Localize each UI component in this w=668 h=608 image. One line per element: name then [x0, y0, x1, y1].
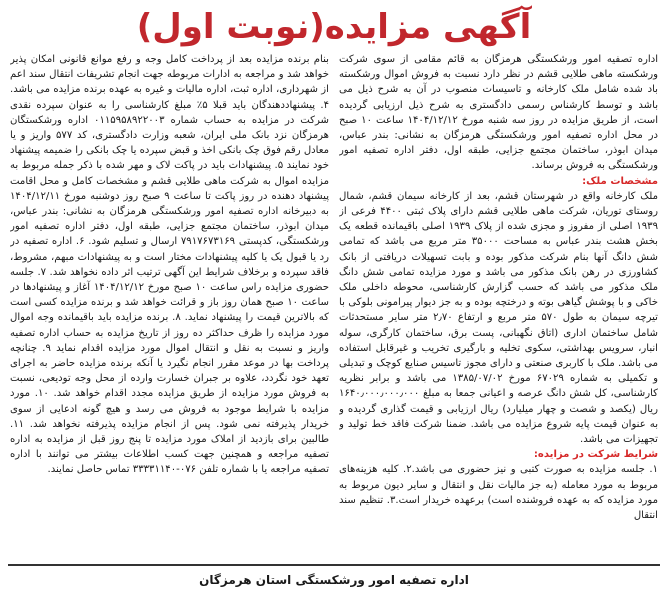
right-column: [339, 52, 658, 566]
notice-body: [10, 52, 658, 566]
property-heading: مشخصات ملک:: [582, 175, 658, 187]
conditions-continued-paragraph: بنام برنده مزایده بعد از پرداخت کامل وجه و رفع موانع قانونی امکان پذیر خواهد شد و مراجعه به ادارات مربوطه جهت انجام تشریفات انتقال سند اعم از شهرداری، اداره ثبت، اداره مالیات و غیره به عهده برنده مزایده می باشد. ۴. پیشنهاددهندگان باید قبلا ۵٪ مبلغ کارشناسی را به عنوان سپرده نقدی شرکت در مزایده به حساب شماره ۰۱۱۵۹۵۸۹۲۲۰۰۳ اداره ورشکستگان هرمزگان نزد بانک ملی ایران، شعبه وزارت دادگستری، کد ۵۷۷ واریز و یا معادل رقم فوق چک بانکی اخذ و قبض سپرده یا چک بانکی را ضمیمه پیشنهاد خود نمایند ۵. پیشنهادات باید در پاکت لاک و مهر شده با ذکر جمله مربوط به مزایده اموال به شرکت ماهی طلایی قشم و مشخصات کامل و محل اقامت پیشنهاد دهنده در روز پاکت تا ساعت ۹ صبح روز دوشنبه مورخ ۱۴۰۴/۱۲/۱۱ به دبیرخانه اداره تصفیه امور ورشکستگی هرمزگان به نشانی: بندر عباس، میدان ابوذر، ساختمان مجتمع جزایی، طبقه اول، دفتر اداره تصفیه امور ورشکستگی، کدپستی ۷۹۱۷۶۷۳۱۶۹ ارسال و تسلیم شود. ۶. اداره تصفیه در رد یا قبول یک یا کلیه پیشنهادات مختار است و به پیشنهادات مبهم، مشروط، فاقد سپرده و برخلاف شرایط این آگهی ترتیب اثر داده نخواهد شد. ۷. جلسه حضوری مزایده راس ساعت ۱۰ صبح مورخ ۱۴۰۴/۱۲/۱۲ آغاز و پیشنهادها در ساعت ۱۰ صبح همان روز باز و قرائت خواهد شد و برنده مزایده کسی است که بالاترین قیمت را پیشنهاد نماید. ۸. برنده مزایده باید باقیمانده وجه اموال مورد مزایده را ظرف حداکثر ده روز از تاریخ مزایده به حساب اداره تصفیه واریز و نسبت به نقل و انتقال اموال مورد مزایده اقدام نماید ۹. چنانچه پرداخت بها در موعد مقرر انجام نگیرد یا آنکه برنده مزایده حاضر به اجرای تعهد خود نگردد، علاوه بر جبران خسارت وارده از محل وجه تودیعی، نسبت به فروش مورد مزایده از طریق مزایده مجدد اقدام خواهد شد. ۱۰. مورد مزایده با شرایط موجود به فروش می رسد و هیچ گونه ادعایی از سوی خریدار پذیرفته نمی شود. پس از انجام مزایده پذیرفته نخواهد شد. ۱۱. طالبین برای بازدید از املاک مورد مزایده تا پنج روز قبل از مزایده به اداره تصفیه مراجعه و همچنین جهت کسب اطلاعات بیشتر می توانند با اداره تصفیه مراجعه یا با شماره تلفن ۰۷۶-۳۳۳۳۱۱۴۰ تماس حاصل نمایند.: [10, 54, 329, 476]
conditions-heading: شرایط شرکت در مزایده:: [533, 449, 658, 461]
conditions-paragraph: ۱. جلسه مزایده به صورت کتبی و نیز حضوری می باشد.۲. کلیه هزینه‌های مربوط به مورد معامله (به جز مالیات نقل و انتقال و سایر دیون مربوط به مورد مزایده که به عهده فروشنده است) برعهده خریدار است.۳. تنظیم سند انتقال: [339, 464, 658, 522]
intro-paragraph: اداره تصفیه امور ورشکستگی هرمزگان به قائم مقامی از سوی شرکت ورشکسته ماهی طلایی قشم در نظر دارد نسبت به فروش اموال ورشکسته باد شده شامل ملک کارخانه و تاسیسات منصوب در آن به شرح ذیل می باشد و توسط کارشناس رسمی دادگستری به شرح ذیل ارزیابی گردیده است، از طریق مزایده در روز سه شنبه مورخ ۱۴۰۴/۱۲/۱۲ ساعت ۱۰ صبح در محل اداره تصفیه امور ورشکستگی هرمزگان به نشانی: بندر عباس، میدان ابوذر، ساختمان مجتمع جزایی، طبقه اول، دفتر اداره تصفیه امور ورشکستگی به فروش برساند.: [339, 54, 658, 172]
notice-title: آگهی مزایده(نوبت اول): [136, 7, 532, 47]
property-paragraph: ملک کارخانه واقع در شهرستان قشم، بعد از کارخانه سیمان قشم، شمال روستای توریان، شرکت ماهی طلایی قشم دارای پلاک ثبتی ۴۴۰۰ فرعی از ۱۹۳۹ اصلی از مفروز و مجزی شده از پلاک ۱۹۳۹ اصلی باقیمانده قطعه یک بخش هشت بندر عباس به مساحت ۳۵۰۰۰ متر مربع می باشد که تمامی شش دانگ آنها بنام شرکت مذکور بوده و بابت تسهیلات دریافتی از بانک کشاورزی در رهن بانک مذکور می باشد و مورد مزایده تمامی شش دانگ ملک مذکور می باشد که حسب گزارش کارشناسی، محوطه داخلی ملک خاکی و با پوشش گیاهی بوته و درختچه بوده و به جز دیوار پیرامونی بلوکی با تیرچه سیمان به طول ۵۷۰ متر مربع و ارتفاع ۲٫۷۰ متر سایر مستحدثات شامل ساختمان اداری (اتاق نگهبانی، پست برق، ساختمان کارگری، سوله انبار، سرویس بهداشتی، سکوی تخلیه و بارگیری تخریب و غیرقابل استفاده می باشد. ملک با کاربری صنعتی و دارای مجوز تاسیس صنایع کوچک و تبدیلی و تکمیلی به شماره ۶۷۰۲۹ مورخ ۱۳۸۵/۰۷/۰۲ می باشد و برابر نظریه کارشناسی، کل شش دانگ عرصه و اعیانی جمعا به مبلغ ۱۶۴۰٫۰۰۰٫۰۰۰٫۰۰۰ ریال (یکصد و شصت و چهار میلیارد) ریال ارزیابی و قیمت گذاری گردیده و به عنوان قیمت پایه شروع مزایده می باشد. ضمنا شرکت فاقد خط تولید و تجهیزات می باشد.: [339, 190, 658, 446]
left-column: [10, 52, 329, 566]
issuer-footer: اداره تصفیه امور ورشکستگی استان هرمزگان: [8, 564, 660, 594]
